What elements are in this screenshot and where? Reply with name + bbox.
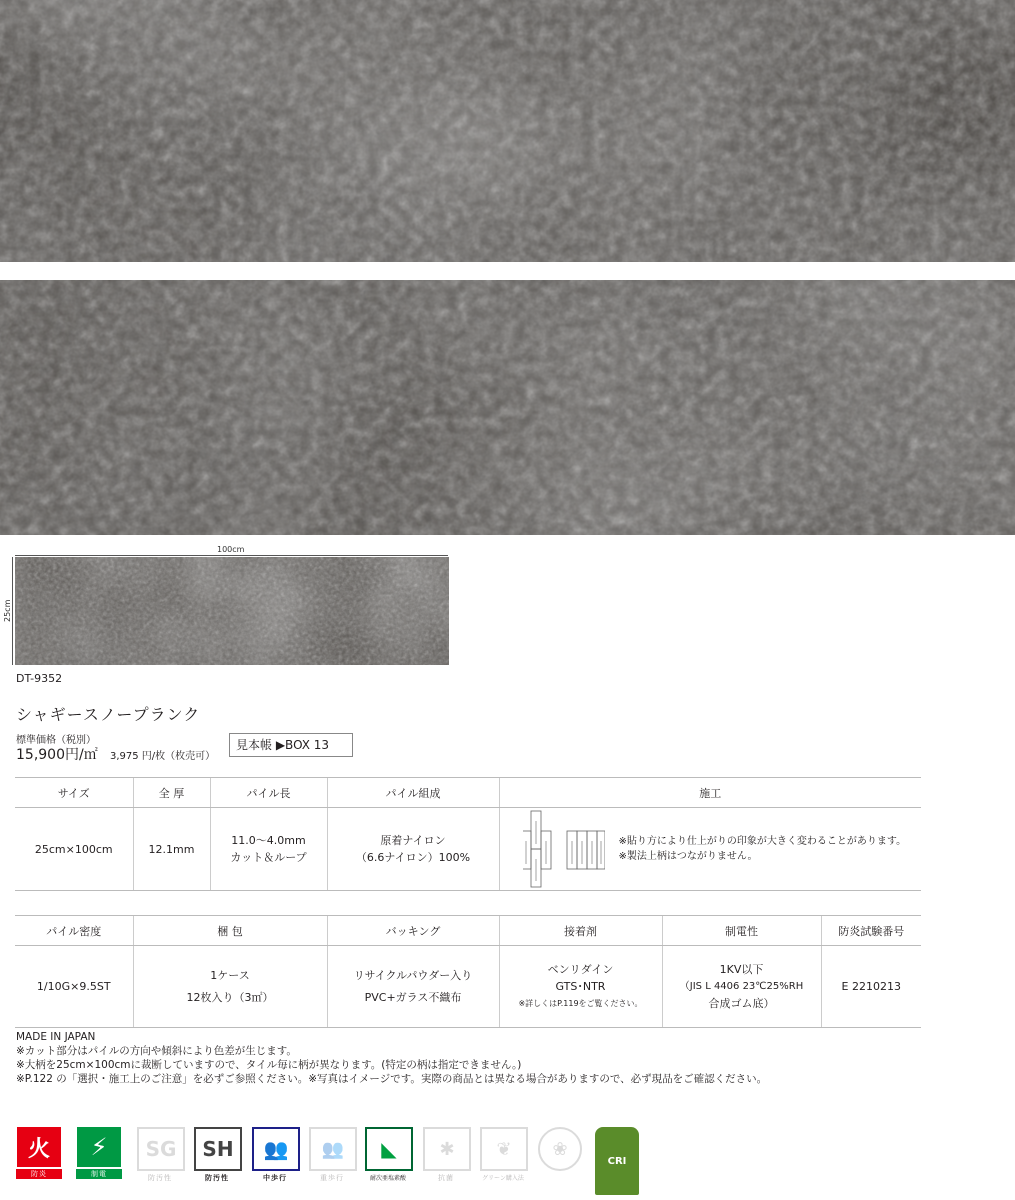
carpet-photo-top [0,0,1015,262]
spec-table-primary [15,777,921,891]
nox-resistant-label: 耐次亜塩素酸 [369,1175,406,1182]
product-code: DT-9352 [16,672,63,685]
pile-type: カット＆ループ [230,851,307,864]
adhesive-note: ※詳しくはP.119をご覧ください。 [518,999,643,1008]
antibacterial-badge [423,1127,469,1183]
install-note-2: ※製法上柄はつながりません。 [618,851,758,862]
soil-hiding-icon: SH [194,1127,242,1171]
medium-traffic-icon: 👥 [252,1127,300,1171]
nox-resistant-badge [365,1127,411,1182]
spec-table-secondary [15,915,921,1028]
height-dimension-label: 25cm [3,599,12,622]
soil-guard-badge [137,1127,183,1183]
green-purchasing-icon: ❦ [480,1127,528,1171]
install-note-1: ※貼り方により仕上がりの印象が大きく変わることがあります。 [618,836,907,847]
price-per-tile: 3,975 円/枚（枚売可） [110,751,216,762]
heavy-traffic-badge [309,1127,355,1183]
carpet-texture [0,280,1015,535]
medium-traffic-label: 中歩行 [263,1174,287,1182]
price-per-sqm: 15,900円/㎡ [16,747,98,763]
fire-retardant-badge [16,1127,62,1179]
green-purchasing-label: グリーン購入法 [482,1175,524,1182]
footnote-1: ※カット部分はパイルの方向や傾斜により色差が生じます。 [16,1045,297,1057]
antistatic-icon: ⚡ [77,1127,121,1167]
installation-pattern-icon [523,809,605,889]
pile-composition-detail: （6.6ナイロン）100% [355,851,471,864]
pile-length-value [210,808,327,891]
fire-test-number-value: E 2210213 [821,946,921,1028]
packing-case: 1ケース [210,968,250,982]
soil-guard-label: 防汚性 [148,1174,172,1182]
heavy-traffic-label: 重歩行 [320,1174,344,1182]
made-in-label: MADE IN JAPAN [16,1031,96,1043]
backing-main: リサイクルパウダー入り [353,968,473,982]
header-packing: 梱 包 [133,916,327,946]
heavy-traffic-icon: 👥 [309,1127,357,1171]
antistatic-label: 制電 [76,1169,122,1179]
cri-green-label-plus-badge [594,1127,640,1195]
footnote-3: ※P.122 の「選択・施工上のご注意」を必ずご参照ください。※写真はイメージです。実際の商品とは異なる場合がありますので、必ず現品をご確認ください。 [16,1073,768,1085]
packing-count: 12枚入り（3㎡） [186,990,274,1004]
medium-traffic-badge [252,1127,298,1183]
sample-book-box: 見本帳 ▶BOX 13 [229,733,353,757]
packing-value [133,946,327,1028]
carpet-photo-middle [0,280,1015,535]
header-pile-composition: パイル組成 [327,778,499,808]
backing-material: PVC+ガラス不織布 [364,990,462,1004]
antibacterial-label: 抗菌 [438,1174,454,1182]
antistatic-badge [76,1127,122,1179]
fire-retardant-label: 防炎 [16,1169,62,1179]
header-pile-density: パイル密度 [15,916,133,946]
tile-sample-image [15,557,449,665]
nox-resistant-icon: ◣ [365,1127,413,1171]
height-dimension-line [12,557,13,665]
header-adhesive: 接着剤 [499,916,662,946]
backing-value [327,946,499,1028]
soil-hiding-badge [194,1127,240,1183]
soil-guard-icon: SG [137,1127,185,1171]
eco-leaf-icon: ❀ [538,1127,582,1171]
adhesive-name: ベンリダイン [547,963,614,976]
header-fire-test-number: 防炎試験番号 [821,916,921,946]
carpet-texture [0,0,1015,262]
cri-green-label-plus-icon: CRI [595,1127,639,1195]
header-size: サイズ [15,778,133,808]
antistatic-level: 1KV以下 [719,963,764,976]
green-purchasing-badge [480,1127,526,1182]
header-thickness: 全 厚 [133,778,210,808]
antistatic-standard: （JIS L 4406 23℃25%RH [679,981,804,992]
antistatic-base: 合成ゴム底） [708,997,775,1010]
adhesive-value [499,946,662,1028]
header-pile-length: パイル長 [210,778,327,808]
header-backing: バッキング [327,916,499,946]
pile-composition-main: 原着ナイロン [380,834,446,847]
price-label: 標準価格（税別） [16,735,96,746]
adhesive-types: GTS･NTR [555,980,606,993]
thickness-value: 12.1mm [133,808,210,891]
soil-hiding-label: 防汚性 [205,1174,229,1182]
pile-length-range: 11.0〜4.0mm [231,834,306,847]
antibacterial-icon: ✱ [423,1127,471,1171]
size-value: 25cm×100cm [15,808,133,891]
width-dimension-line [15,555,448,556]
pile-composition-value [327,808,499,891]
installation-value [499,808,921,891]
width-dimension-label: 100cm [217,545,245,554]
footnotes [16,1030,767,1086]
pile-density-value: 1/10G×9.5ST [15,946,133,1028]
header-installation: 施工 [499,778,921,808]
product-name: シャギースノープランク [16,705,201,724]
header-antistatic: 制電性 [662,916,821,946]
antistatic-value [662,946,821,1028]
fire-retardant-icon: 火 [17,1127,61,1167]
carpet-texture [15,557,449,665]
eco-leaf-badge [537,1127,583,1171]
footnote-2: ※大柄を25cm×100cmに裁断していますので、タイル毎に柄が異なります。(特定の柄は指定できません。) [16,1059,522,1071]
